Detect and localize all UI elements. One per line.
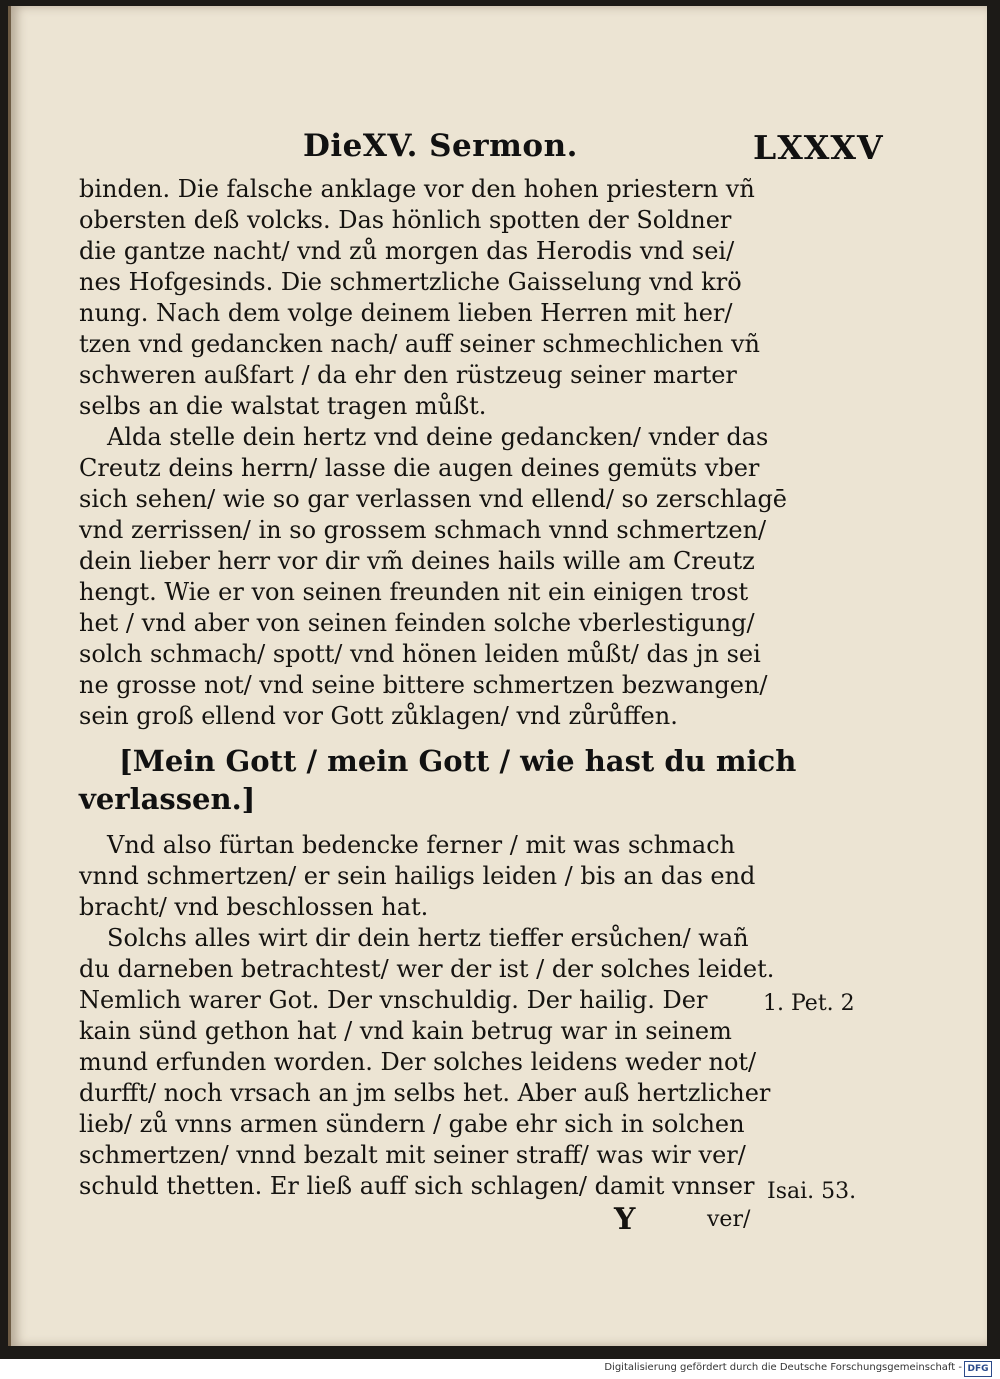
text-line: Vnd also fürtan bedencke ferner / mit was schmach: [107, 831, 736, 859]
margin-note-citation: Isai. 53.: [767, 1179, 857, 1204]
text-line: schweren außfart / da ehr den rüstzeug seiner marter: [79, 361, 737, 389]
text-line: lieb/ zů vnns armen sündern / gabe ehr sich in solchen: [79, 1110, 745, 1138]
text-line: Nemlich warer Got. Der vnschuldig. Der hailig. Der: [79, 986, 708, 1014]
text-line: durfft/ noch vrsach an jm selbs het. Aber auß hertzlicher: [79, 1079, 771, 1107]
dfg-logo: DFG: [964, 1361, 992, 1377]
signature-mark: Y: [614, 1202, 636, 1237]
text-line: Alda stelle dein hertz vnd deine gedancken/ vnder das: [107, 423, 769, 451]
text-line: dein lieber herr vor dir vm̃ deines hails wille am Creutz: [79, 547, 755, 575]
book-page: [8, 6, 987, 1346]
folio-number: LXXXV: [753, 128, 884, 167]
text-line: kain sünd gethon hat / vnd kain betrug war in seinem: [79, 1017, 732, 1045]
text-line: vnnd schmertzen/ er sein hailigs leiden / bis an das end: [79, 862, 756, 890]
text-line: die gantze nacht/ vnd zů morgen das Herodis vnd sei/: [79, 237, 735, 265]
text-line: schmertzen/ vnnd bezalt mit seiner straff/ was wir ver/: [79, 1141, 746, 1169]
text-line: sich sehen/ wie so gar verlassen vnd ellend/ so zerschlagē: [79, 485, 788, 513]
text-line: het / vnd aber von seinen feinden solche vberlestigung/: [79, 609, 755, 637]
text-line: Solchs alles wirt dir dein hertz tieffer ersůchen/ wañ: [107, 924, 749, 952]
text-line: nung. Nach dem volge deinem lieben Herren mit her/: [79, 299, 733, 327]
section-heading: [79, 742, 797, 818]
text-line: selbs an die walstat tragen můßt.: [79, 392, 487, 420]
text-line: sein groß ellend vor Gott zůklagen/ vnd zůrůffen.: [79, 702, 678, 730]
paragraph-block-2: [79, 830, 774, 1202]
text-line: binden. Die falsche anklage vor den hohen priestern vñ: [79, 175, 755, 203]
heading-line: verlassen.]: [79, 782, 256, 816]
text-line: solch schmach/ spott/ vnd hönen leiden můßt/ das jn sei: [79, 640, 761, 668]
catchword: ver/: [707, 1207, 751, 1232]
text-line: du darneben betrachtest/ wer der ist / der solches leidet.: [79, 955, 775, 983]
paragraph-block-1: [79, 174, 788, 732]
funding-notice: Digitalisierung gefördert durch die Deutsche Forschungsgemeinschaft -: [604, 1362, 962, 1373]
margin-note-citation: 1. Pet. 2: [763, 991, 855, 1016]
text-line: obersten deß volcks. Das hönlich spotten der Soldner: [79, 206, 732, 234]
running-head: [11, 128, 987, 174]
text-line: schuld thetten. Er ließ auff sich schlagen/ damit vnnser: [79, 1172, 755, 1200]
text-line: tzen vnd gedancken nach/ auff seiner schmechlichen vñ: [79, 330, 760, 358]
text-line: vnd zerrissen/ in so grossem schmach vnnd schmertzen/: [79, 516, 767, 544]
heading-line: [Mein Gott / mein Gott / wie hast du mich: [119, 744, 797, 778]
text-line: mund erfunden worden. Der solches leidens weder not/: [79, 1048, 757, 1076]
running-title: DieXV. Sermon.: [303, 128, 578, 164]
text-line: ne grosse not/ vnd seine bittere schmertzen bezwangen/: [79, 671, 768, 699]
text-line: nes Hofgesinds. Die schmertzliche Gaisselung vnd krö: [79, 268, 742, 296]
body-text: [79, 174, 797, 1202]
footer-bar: [0, 1359, 1000, 1379]
text-line: bracht/ vnd beschlossen hat.: [79, 893, 429, 921]
text-line: Creutz deins herrn/ lasse die augen deines gemüts vber: [79, 454, 760, 482]
text-line: hengt. Wie er von seinen freunden nit ein einigen trost: [79, 578, 749, 606]
